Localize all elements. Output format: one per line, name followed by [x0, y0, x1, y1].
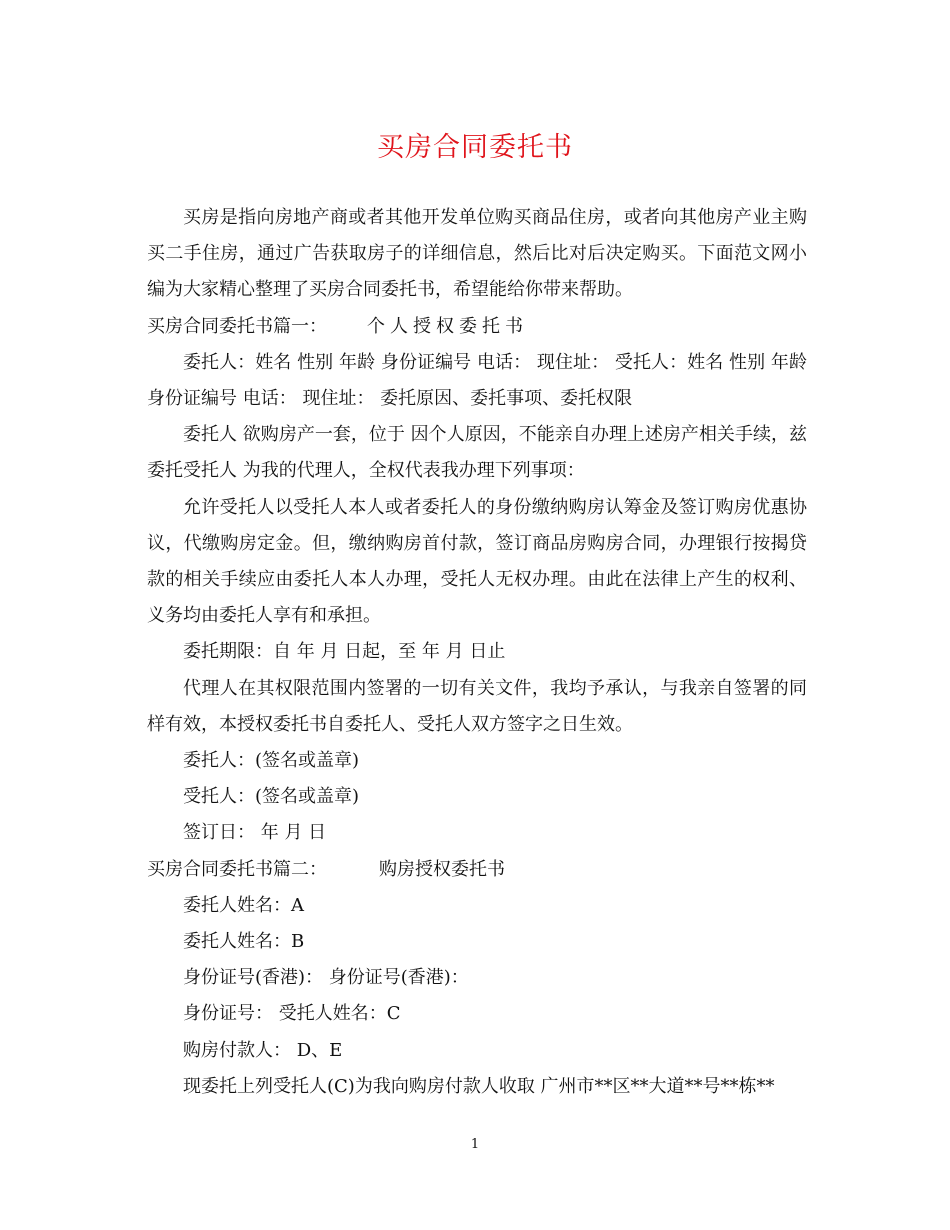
principal-name-b: 委托人姓名：B — [183, 931, 305, 953]
section-two-line — [147, 852, 807, 888]
intro-paragraph: 买房是指向房地产商或者其他开发单位购买商品住房，或者向其他房产业主购买二手住房，通过广告获取房子的详细信息，然后比对后决定购买。下面范文网小编为大家精心整理了买房合同委托书，希望能给你带来帮助。 — [147, 207, 807, 301]
payer-line: 购房付款人： D、E — [183, 1039, 343, 1061]
section-one-heading: 个人授权委托书 — [367, 315, 528, 337]
entrust-line: 现委托上列受托人(C)为我向购房付款人收取 广州市**区**大道**号**栋** — [183, 1075, 775, 1097]
section-one-label: 买房合同委托书篇一： — [147, 315, 327, 337]
document-body — [147, 200, 807, 1105]
term-paragraph: 委托期限：自 年 月 日起，至 年 月 日止 — [183, 641, 506, 663]
hk-id-line: 身份证号(香港)： 身份证号(香港)： — [183, 967, 469, 989]
principal-signature-line: 委托人：(签名或盖章) — [183, 750, 360, 772]
section-two-heading: 购房授权委托书 — [379, 858, 505, 880]
page-number: 1 — [470, 1137, 480, 1152]
authority-paragraph: 允许受托人以受托人本人或者委托人的身份缴纳购房认筹金及签订购房优惠协议，代缴购房定金。但，缴纳购房首付款，签订商品房购房合同，办理银行按揭贷款的相关手续应由委托人本人办理，受托人无权办理。由此在法律上产生的权利、义务均由委托人享有和承担。 — [147, 496, 807, 627]
purpose-paragraph: 委托人 欲购房产一套，位于 因个人原因，不能亲自办理上述房产相关手续，兹委托受托人 为我的代理人，全权代表我办理下列事项： — [147, 424, 807, 482]
principal-name-a: 委托人姓名：A — [183, 894, 304, 916]
section-one-line — [147, 309, 807, 345]
agent-signature-line: 受托人：(签名或盖章) — [183, 786, 360, 808]
validity-paragraph: 代理人在其权限范围内签署的一切有关文件，我均予承认，与我亲自签署的同样有效，本授权委托书自委托人、受托人双方签字之日生效。 — [147, 677, 807, 735]
id-agent-line: 身份证号： 受托人姓名：C — [183, 1003, 401, 1025]
parties-paragraph: 委托人：姓名 性别 年龄 身份证编号 电话： 现住址： 受托人：姓名 性别 年龄 身份证编号 电话： 现住址： 委托原因、委托事项、委托权限 — [147, 351, 807, 410]
section-two-label: 买房合同委托书篇二： — [147, 858, 327, 880]
signing-date-line: 签订日： 年 月 日 — [183, 822, 327, 844]
document-title: 买房合同委托书 — [377, 132, 573, 163]
